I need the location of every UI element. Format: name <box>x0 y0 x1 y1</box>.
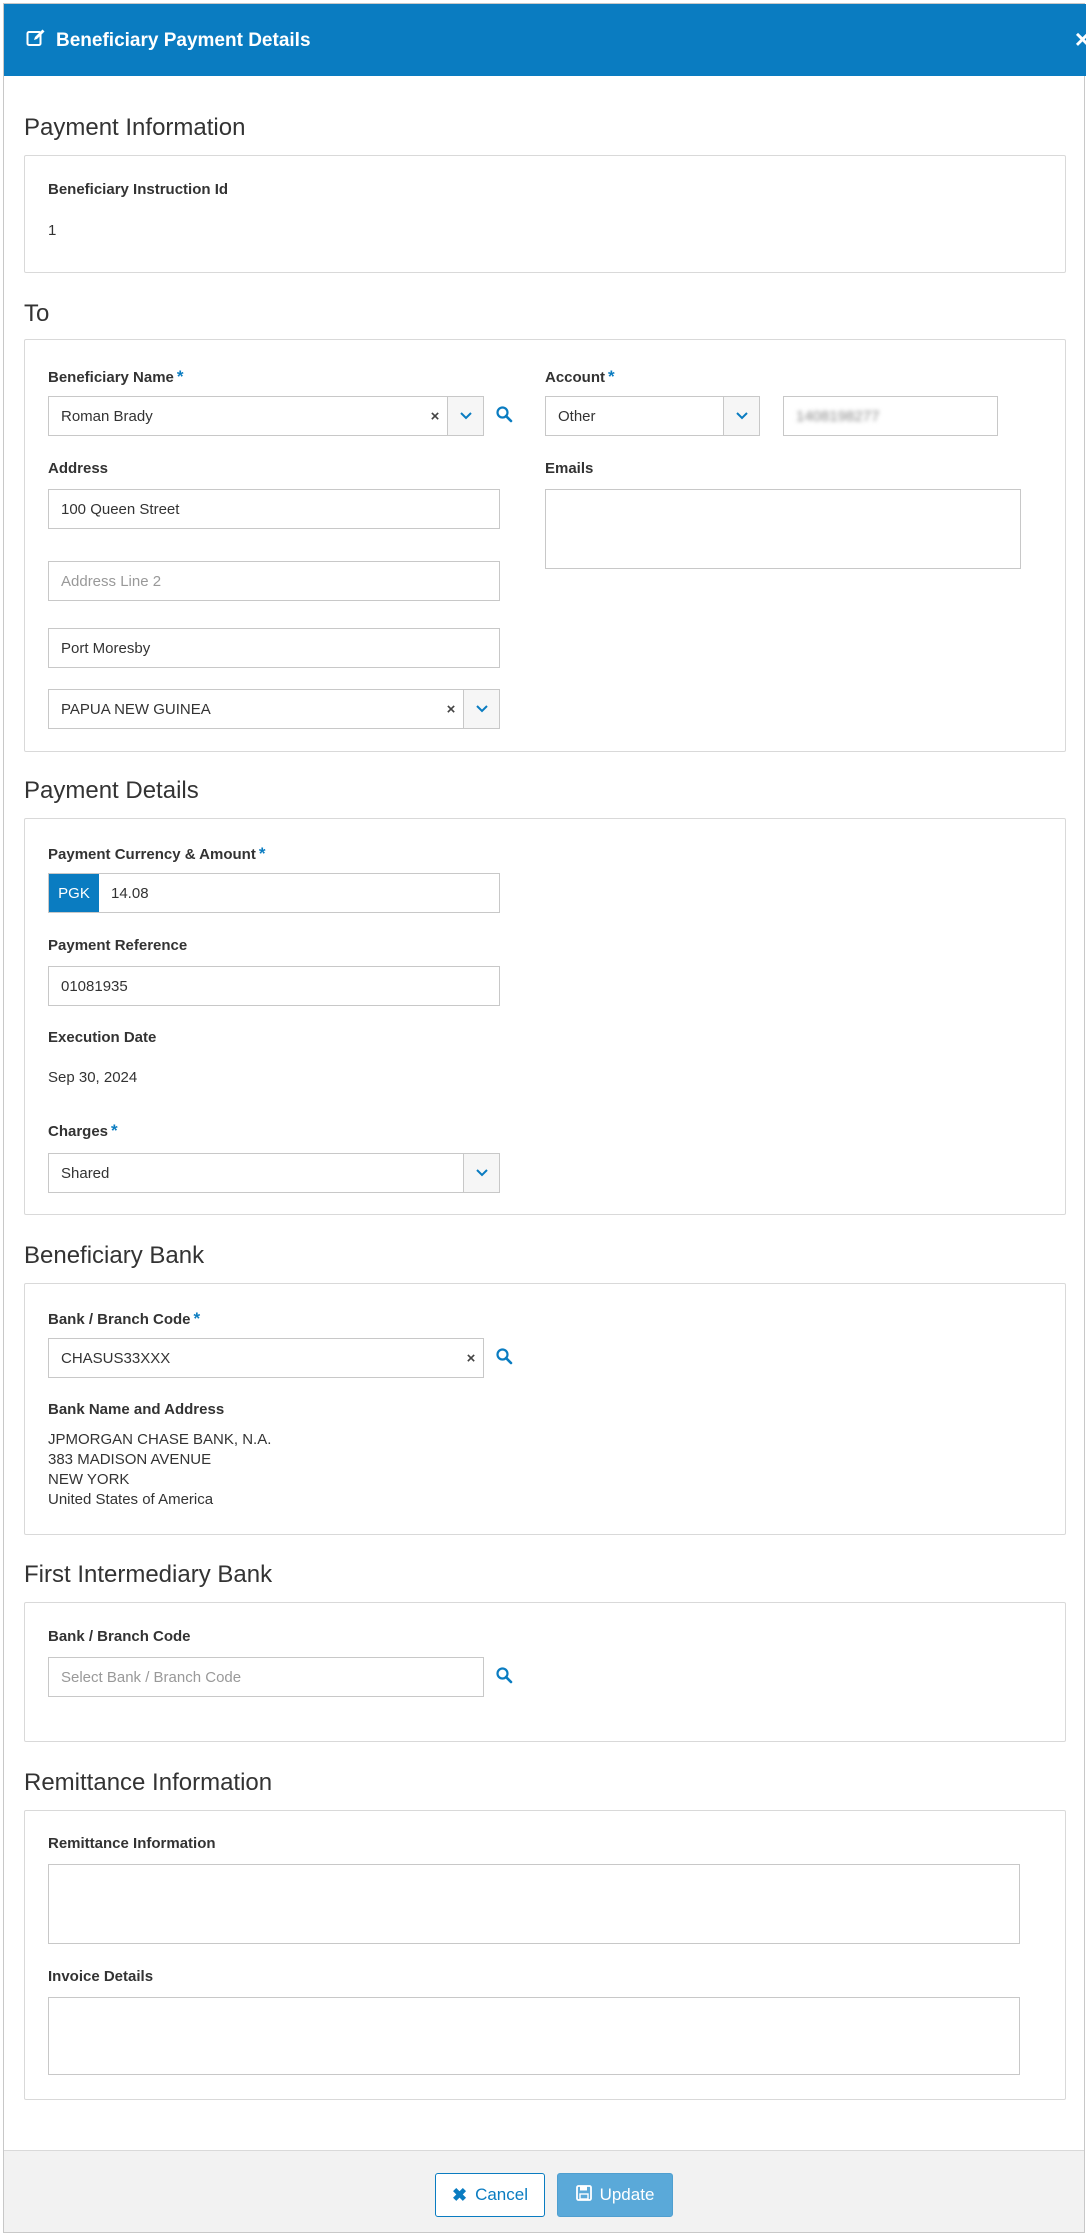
remittance-label: Remittance Information <box>48 1835 216 1852</box>
address-city-input[interactable] <box>48 628 500 668</box>
execution-date-label: Execution Date <box>48 1029 157 1046</box>
chevron-down-icon[interactable] <box>463 1154 499 1192</box>
intermediary-code-placeholder: Select Bank / Branch Code <box>61 1668 242 1686</box>
bank-address-line: 383 MADISON AVENUE <box>48 1451 212 1468</box>
clear-icon[interactable]: × <box>466 1349 476 1367</box>
search-icon[interactable] <box>495 1347 517 1369</box>
cancel-button[interactable] <box>435 2173 545 2217</box>
bank-code-label <box>48 1309 200 1329</box>
section-title-payment-information: Payment Information <box>24 114 246 141</box>
charges-label <box>48 1121 118 1141</box>
section-title-to: To <box>24 300 50 327</box>
emails-textarea[interactable] <box>545 489 1021 569</box>
section-title-payment-details: Payment Details <box>24 777 199 804</box>
bank-address-line: JPMORGAN CHASE BANK, N.A. <box>48 1431 272 1448</box>
invoice-textarea[interactable] <box>48 1997 1020 2075</box>
required-asterisk: * <box>608 367 615 386</box>
required-asterisk: * <box>258 844 266 863</box>
account-number-value: 1408198277 <box>796 407 880 425</box>
country-value: PAPUA NEW GUINEA <box>61 700 211 718</box>
chevron-down-icon[interactable] <box>723 397 759 435</box>
beneficiary-name-select[interactable] <box>48 396 484 436</box>
account-type-value: Other <box>558 407 596 425</box>
chevron-down-icon[interactable] <box>447 397 483 435</box>
address-line1-value: 100 Queen Street <box>61 500 180 518</box>
amount-input[interactable] <box>48 873 500 913</box>
bank-code-value: CHASUS33XXX <box>61 1349 171 1367</box>
address-line2-placeholder: Address Line 2 <box>61 572 162 590</box>
required-asterisk: * <box>193 1309 201 1328</box>
intermediary-code-label: Bank / Branch Code <box>48 1628 191 1645</box>
beneficiary-name-value: Roman Brady <box>61 407 153 425</box>
search-icon[interactable] <box>495 405 517 427</box>
address-line1-input[interactable] <box>48 489 500 529</box>
bank-address-block <box>48 1430 271 1510</box>
section-title-beneficiary-bank: Beneficiary Bank <box>24 1242 205 1269</box>
currency-badge[interactable]: PGK <box>49 874 99 912</box>
intermediary-code-input[interactable] <box>48 1657 484 1697</box>
remittance-textarea[interactable] <box>48 1864 1020 1944</box>
payment-reference-label: Payment Reference <box>48 937 188 954</box>
bank-name-address-label: Bank Name and Address <box>48 1401 225 1418</box>
save-icon <box>576 2185 592 2206</box>
account-type-select[interactable] <box>545 396 760 436</box>
cancel-button-label: Cancel <box>475 2185 528 2204</box>
currency-amount-label <box>48 844 265 864</box>
search-icon[interactable] <box>495 1666 517 1688</box>
beneficiary-name-label <box>48 367 184 387</box>
instruction-id-label: Beneficiary Instruction Id <box>48 181 229 198</box>
charges-value: Shared <box>61 1164 110 1182</box>
currency-amount-label-text: Payment Currency & Amount <box>48 846 256 863</box>
charges-select[interactable] <box>48 1153 500 1193</box>
chevron-down-icon[interactable] <box>463 690 499 728</box>
clear-icon[interactable]: × <box>446 700 456 718</box>
account-number-input[interactable] <box>783 396 998 436</box>
invoice-label: Invoice Details <box>48 1968 154 1985</box>
required-asterisk: * <box>176 367 184 386</box>
update-button-label: Update <box>599 2185 655 2204</box>
account-label <box>545 367 615 387</box>
required-asterisk: * <box>111 1121 118 1140</box>
emails-label: Emails <box>545 460 594 477</box>
bank-address-line: NEW YORK <box>48 1471 130 1488</box>
close-icon: ✖ <box>451 2184 468 2205</box>
to-panel <box>24 339 1066 752</box>
beneficiary-name-label-text: Beneficiary Name <box>48 369 174 386</box>
clear-icon[interactable]: × <box>430 407 440 425</box>
beneficiary-bank-panel <box>24 1283 1066 1535</box>
bank-code-input[interactable] <box>48 1338 484 1378</box>
payment-details-panel <box>24 818 1066 1215</box>
edit-icon <box>26 28 46 54</box>
bank-code-label-text: Bank / Branch Code <box>48 1311 191 1328</box>
address-line2-input[interactable] <box>48 561 500 601</box>
modal-footer <box>4 2150 1084 2232</box>
section-title-remittance: Remittance Information <box>24 1769 273 1796</box>
modal-header <box>4 4 1090 76</box>
charges-label-text: Charges <box>48 1123 109 1140</box>
modal-title <box>26 28 311 54</box>
update-button[interactable] <box>557 2173 673 2217</box>
payment-reference-input[interactable] <box>48 966 500 1006</box>
address-label: Address <box>48 460 109 477</box>
intermediary-bank-panel <box>24 1602 1066 1742</box>
modal-title-text: Beneficiary Payment Details <box>56 30 311 51</box>
account-label-text: Account <box>545 369 605 386</box>
payment-reference-value: 01081935 <box>61 977 128 995</box>
address-city-value: Port Moresby <box>61 639 151 657</box>
payment-details-modal <box>3 3 1090 2233</box>
country-select[interactable] <box>48 689 500 729</box>
bank-address-line: United States of America <box>48 1491 214 1508</box>
section-title-intermediary-bank: First Intermediary Bank <box>24 1561 273 1588</box>
remittance-panel <box>24 1810 1066 2100</box>
payment-information-panel <box>24 155 1066 273</box>
execution-date-value: Sep 30, 2024 <box>48 1069 138 1086</box>
amount-value: 14.08 <box>111 884 149 902</box>
instruction-id-value: 1 <box>48 222 57 239</box>
close-icon[interactable]: × <box>1074 24 1090 54</box>
